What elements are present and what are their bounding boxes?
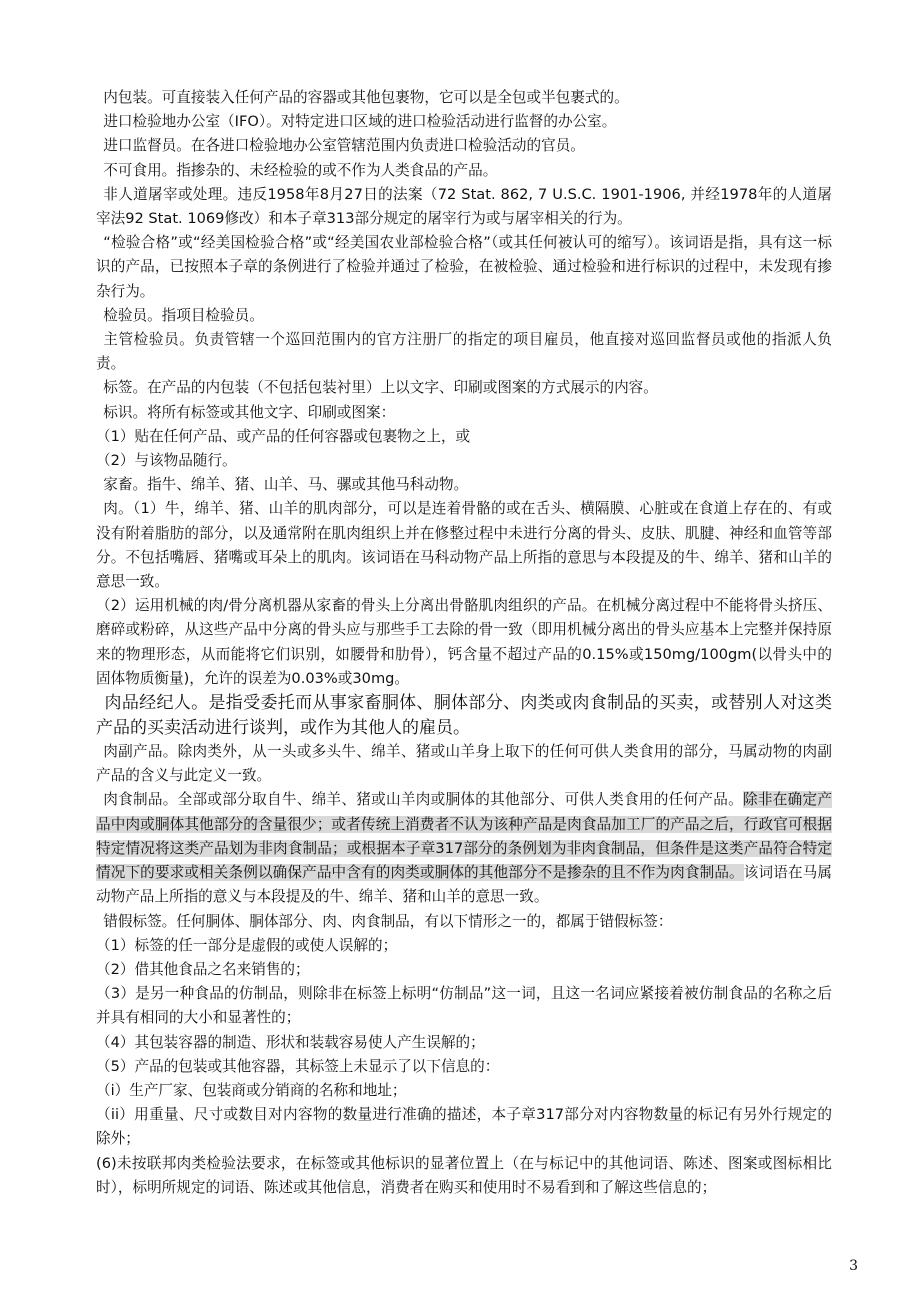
paragraph-text: 该词语在马属动物产品上所指的意义与本段提及的牛、绵羊、猪和山羊的意思一致。 [96, 864, 832, 906]
definition-paragraph: 不可食用。指掺杂的、未经检验的或不作为人类食品的产品。 [103, 161, 498, 179]
list-item: （1）标签的任一部分是虚假的或使人误解的； [96, 936, 398, 954]
definition-paragraph: 主管检验员。负责管辖一个巡回范围内的官方注册厂的指定的项目雇员，他直接对巡回监督员或他的指派人负责。 [96, 331, 832, 373]
definition-paragraph: 肉品经纪人。是指受委托而从事家畜胴体、胴体部分、肉类或肉食制品的买卖，或替别人对这类产品的买卖活动进行谈判，或作为其他人的雇员。 [96, 693, 832, 738]
definition-paragraph: 肉。（1）牛，绵羊、猪、山羊的肌肉部分，可以是连着骨骼的或在舌头、横隔膜、心脏或在食道上存在的、有或没有附着脂肪的部分，以及通常附在肌肉组织上并在修整过程中未进行分离的骨头、皮肤、肌腱、神经和血管等部分。不包括嘴唇、猪嘴或耳朵上的肌肉。该词语在马科动物产品上所指的意思与本段提及的牛、绵羊、猪和山羊的意思一致。 [96, 500, 832, 591]
definition-paragraph: 内包装。可直接装入任何产品的容器或其他包裹物，它可以是全包或半包裹式的。 [103, 89, 629, 106]
definition-paragraph: 家畜。指牛、绵羊、猪、山羊、马、骡或其他马科动物。 [103, 476, 469, 494]
list-item: （3）是另一种食品的仿制品，则除非在标签上标明“仿制品”这一词，且这一名词应紧接着被仿制食品的名称之后并具有相同的大小和显著性的； [96, 985, 832, 1027]
definition-paragraph: “检验合格”或“经美国检验合格”或“经美国农业部检验合格”（或其任何被认可的缩写）。该词语是指，具有这一标识的产品，已按照本子章的条例进行了检验并通过了检验，在被检验、通过检验和进行标识的过程中，未发现有掺杂行为。 [96, 234, 832, 300]
definition-paragraph: 错假标签。任何胴体、胴体部分、肉、肉食制品，有以下情形之一的，都属于错假标签： [103, 912, 673, 930]
list-item: （2）借其他食品之名来销售的； [96, 960, 310, 978]
definition-paragraph: 进口检验地办公室（IFO）。对特定进口区域的进口检验活动进行监督的办公室。 [103, 113, 617, 131]
definition-paragraph: 肉副产品。除肉类外，从一头或多头牛、绵羊、猪或山羊身上取下的任何可供人类食用的部分，马属动物的肉副产品的含义与此定义一致。 [96, 743, 832, 785]
list-item: （5）产品的包装或其他容器，其标签上未显示了以下信息的： [96, 1057, 500, 1075]
definition-paragraph: 标签。在产品的内包装（不包括包装衬里）上以文字、印刷或图案的方式展示的内容。 [103, 379, 658, 397]
list-item: （1）贴在任何产品、或产品的任何容器或包裹物之上，或 [96, 427, 471, 445]
meat-food-product-paragraph [96, 788, 832, 909]
page-number: 3 [849, 1258, 858, 1274]
definition-paragraph: （2）运用机械的肉/骨分离机器从家畜的骨头上分离出骨骼肌肉组织的产品。在机械分离过程中不能将骨头挤压、磨碎或粉碎，从这些产品中分离的骨头应与那些手工去除的骨一致（即用机械分离出的骨头应基本上完整并保持原来的物理形态，从而能将它们识别，如腰骨和肋骨），钙含量不超过产品的0.15%或150mg/100gm(以骨头中的固体物质衡量)，允许的误差为0.03%或30mg。 [96, 597, 832, 687]
list-item: （i）生产厂家、包装商或分销商的名称和地址； [96, 1081, 407, 1099]
list-item: (6)未按联邦肉类检验法要求，在标签或其他标识的显著位置上（在与标记中的其他词语、陈述、图案或图标相比时），标明所规定的词语、陈述或其他信息，消费者在购买和使用时不易看到和了解这些信息的； [96, 1154, 832, 1196]
paragraph-text: 肉食制品。全部或部分取自牛、绵羊、猪或山羊肉或胴体的其他部分、可供人类食用的任何产品。 [103, 791, 743, 809]
definition-paragraph: 进口监督员。在各进口检验地办公室管辖范围内负责进口检验活动的官员。 [103, 137, 585, 155]
definition-paragraph: 非人道屠宰或处理。违反1958年8月27日的法案（72 Stat. 862, 7 U.S.C. 1901-1906, 并经1978年的人道屠宰法92 Stat. 1069修改）和本子章313部分规定的屠宰行为或与屠宰相关的行为。 [96, 185, 832, 228]
list-item: （ii）用重量、尺寸或数目对内容物的数量进行准确的描述，本子章317部分对内容物数量的标记有另外行规定的除外； [96, 1106, 832, 1148]
definition-paragraph: 标识。将所有标签或其他文字、印刷或图案： [103, 403, 396, 421]
highlighted-text: 除非在确定产品中肉或胴体其他部分的含量很少；或者传统上消费者不认为该种产品是肉食品加工厂的产品之后，行政官可根据特定情况将这类产品划为非肉食制品；或根据本子章317部分的条例划为非肉食制品，但条件是这类产品符合特定情况下的要求或相关条例以确保产品中含有的肉类或胴体的其他部分不是掺杂的且不作为肉食制品。 [96, 791, 832, 882]
list-item: （2）与该物品随行。 [96, 452, 237, 470]
definition-paragraph: 检验员。指项目检验员。 [103, 306, 264, 324]
list-item: （4）其包装容器的制造、形状和装载容易使人产生误解的； [96, 1033, 485, 1051]
